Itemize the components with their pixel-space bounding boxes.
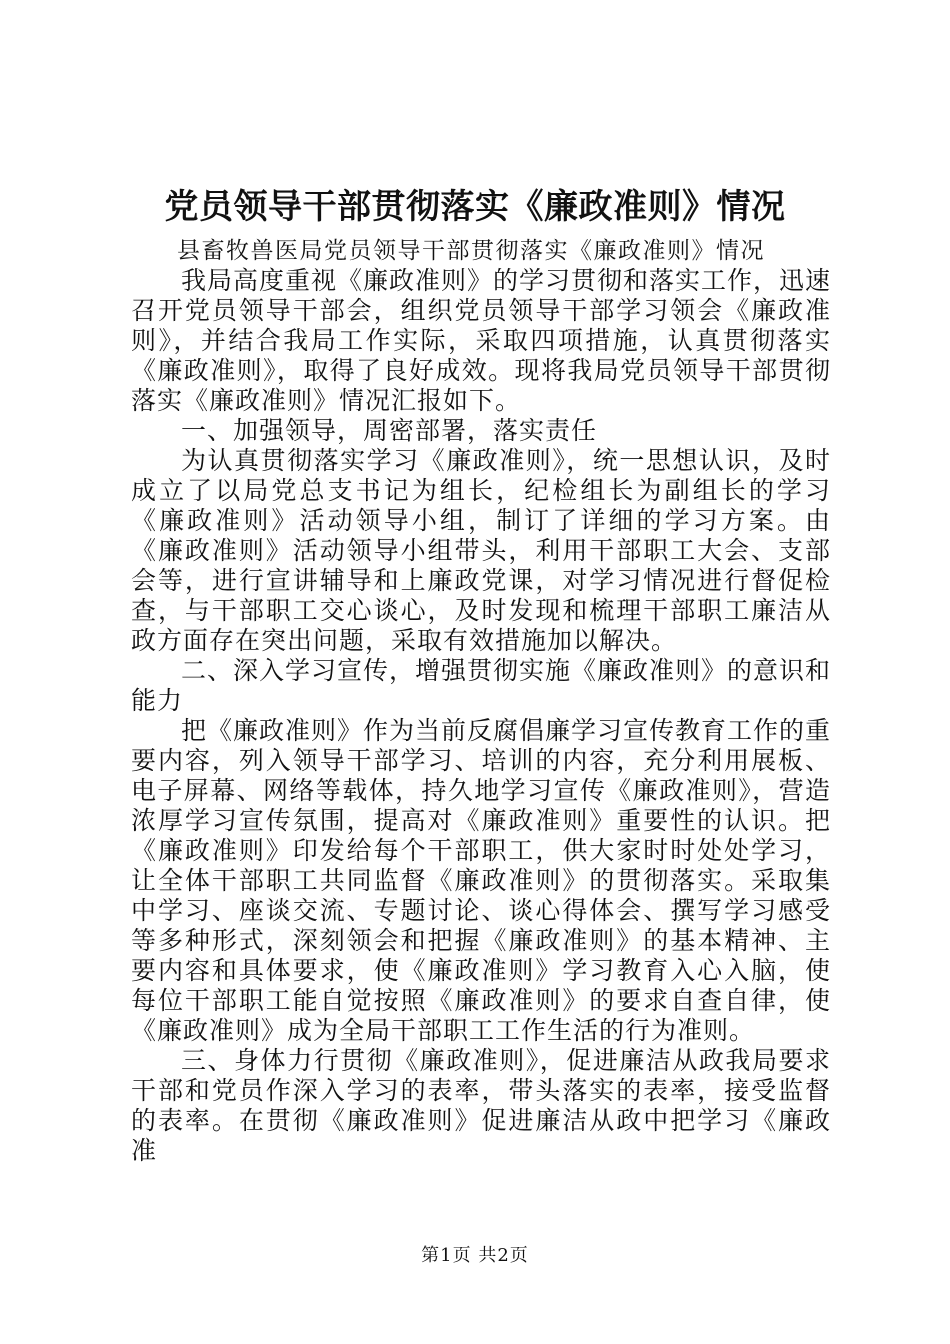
paragraph-section-2: 把《廉政准则》作为当前反腐倡廉学习宣传教育工作的重要内容，列入领导干部学习、培训的内容，充分利用展板、电子屏幕、网络等载体，持久地学习宣传《廉政准则》，营造浓厚学习宣传氛围，提高对《廉政准则》重要性的认识。把《廉政准则》印发给每个干部职工，供大家时时处处学习，让全体干部职工共同监督《廉政准则》的贯彻落实。采取集中学习、座谈交流、专题讨论、谈心得体会、撰写学习感受等多种形式，深刻领会和把握《廉政准则》的基本精神、主要内容和具体要求，使《廉政准则》学习教育入心入脑，使每位干部职工能自觉按照《廉政准则》的要求自查自律，使《廉政准则》成为全局干部职工工作生活的行为准则。 — [131, 716, 832, 1045]
document-subtitle: 县畜牧兽医局党员领导干部贯彻落实《廉政准则》情况 — [177, 238, 765, 264]
paragraph-intro: 我局高度重视《廉政准则》的学习贯彻和落实工作，迅速召开党员领导干部会，组织党员领导干部学习领会《廉政准则》，并结合我局工作实际，采取四项措施，认真贯彻落实《廉政准则》，取得了良好成效。现将我局党员领导干部贯彻落实《廉政准则》情况汇报如下。 — [131, 266, 832, 415]
paragraph-section-3: 三、身体力行贯彻《廉政准则》，促进廉洁从政我局要求干部和党员作深入学习的表率，带头落实的表率，接受监督的表率。在贯彻《廉政准则》促进廉洁从政中把学习《廉政准 — [131, 1046, 831, 1165]
section-heading-1: 一、加强领导，周密部署，落实责任 — [181, 416, 598, 445]
section-heading-2: 二、深入学习宣传，增强贯彻实施《廉政准则》的意识和能力 — [131, 656, 832, 715]
document-body — [131, 236, 831, 1166]
document-title: 党员领导干部贯彻落实《廉政准则》情况 — [164, 187, 786, 227]
paragraph-section-1: 为认真贯彻落实学习《廉政准则》，统一思想认识，及时成立了以局党总支书记为组长，纪检组长为副组长的学习《廉政准则》活动领导小组，制订了详细的学习方案。由《廉政准则》活动领导小组带头，利用干部职工大会、支部会等，进行宣讲辅导和上廉政党课，对学习情况进行督促检查，与干部职工交心谈心，及时发现和梳理干部职工廉洁从政方面存在突出问题，采取有效措施加以解决。 — [131, 446, 831, 655]
page-number-footer: 第1页 共2页 — [421, 1245, 529, 1266]
